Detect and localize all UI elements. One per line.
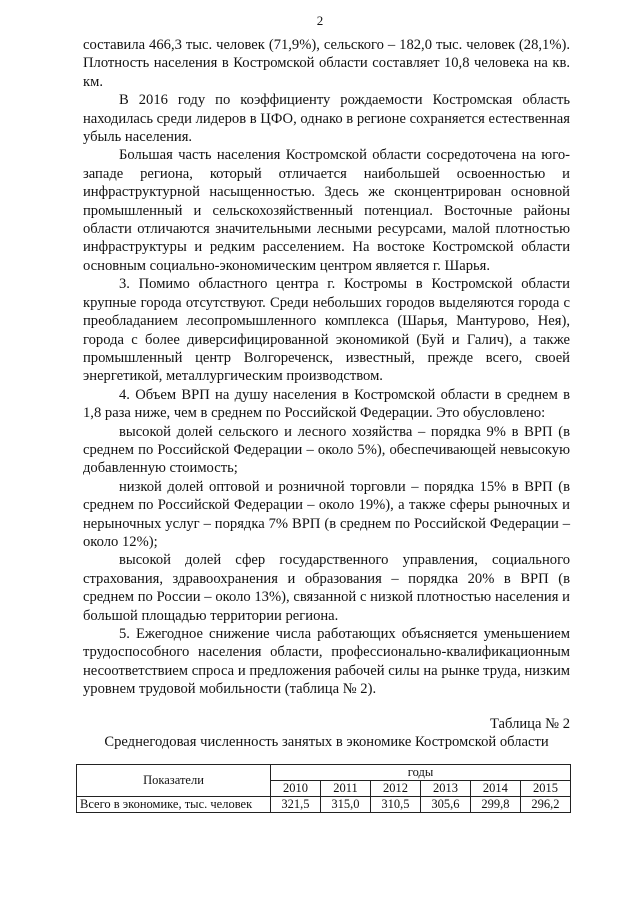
- year-header: 2014: [470, 781, 520, 797]
- paragraph: низкой долей оптовой и розничной торговли – порядка 15% в ВРП (в среднем по Российской Федерации – около 19%), а также сферы рыночных и нерыночных услуг – порядка 7% ВРП (в среднем по Российской Федерации – около 12%);: [83, 478, 570, 550]
- table-cell: 315,0: [320, 797, 370, 813]
- years-header: годы: [271, 765, 571, 781]
- table-row: [77, 797, 571, 813]
- paragraph: высокой долей сельского и лесного хозяйства – порядка 9% в ВРП (в среднем по Российской Федерации – около 5%), обеспечивающей невысокую добавленную стоимость;: [83, 423, 570, 477]
- paragraph: составила 466,3 тыс. человек (71,9%), сельского – 182,0 тыс. человек (28,1%). Плотность населения в Костромской области составляет 10,8 человека на кв. км.: [83, 37, 570, 90]
- table-caption: Таблица № 2: [490, 716, 570, 732]
- row-label: Всего в экономике, тыс. человек: [77, 797, 271, 813]
- year-header: 2012: [370, 781, 420, 797]
- paragraph: В 2016 году по коэффициенту рождаемости Костромская область находилась среди лидеров в ЦФО, однако в регионе сохраняется естественная убыль населения.: [83, 92, 570, 146]
- employment-table: [76, 764, 571, 813]
- table-cell: 305,6: [420, 797, 470, 813]
- year-header: 2013: [420, 781, 470, 797]
- paragraph: 5. Ежегодное снижение числа работающих объясняется уменьшением трудоспособного населения области, профессионально-квалификационным несоответствием спроса и предложения рабочей силы на рынке труда, низким уровнем трудовой мобильности (таблица № 2).: [83, 626, 570, 698]
- indicator-header: Показатели: [77, 765, 271, 797]
- table-cell: 310,5: [370, 797, 420, 813]
- page-number: 2: [316, 13, 324, 28]
- table-title: Среднегодовая численность занятых в экономике Костромской области: [104, 734, 549, 750]
- table-header-row: [77, 765, 571, 781]
- body-text: [83, 36, 570, 699]
- year-header: 2011: [320, 781, 370, 797]
- year-header: 2015: [520, 781, 570, 797]
- year-header: 2010: [271, 781, 321, 797]
- table-cell: 299,8: [470, 797, 520, 813]
- paragraph: Большая часть населения Костромской области сосредоточена на юго-западе региона, который отличается наибольшей освоенностью и инфраструктурной насыщенностью. Здесь же сконцентрирован основной промышленный и сельскохозяйственный потенциал. Восточные районы области отличаются значительными лесными ресурсами, малой плотностью инфраструктуры и редким расселением. На востоке Костромской области основным социально-экономическим центром является г. Шарья.: [83, 147, 570, 274]
- paragraph: 4. Объем ВРП на душу населения в Костромской области в среднем в 1,8 раза ниже, чем в среднем по Российской Федерации. Это обусловлено:: [83, 386, 570, 422]
- paragraph: высокой долей сфер государственного управления, социального страхования, здравоохранения и образования – порядка 20% в ВРП (в среднем по России – около 13%), связанной с низкой плотностью населения и большой площадью территории региона.: [83, 552, 570, 624]
- table-cell: 296,2: [520, 797, 570, 813]
- paragraph: 3. Помимо областного центра г. Костромы в Костромской области крупные города отсутствуют. Среди небольших городов выделяются города с преобладанием лесопромышленного комплекса (Шарья, Мантурово, Нея), города с более диверсифицированной экономикой (Буй и Галич), а также промышленный центр Волгореченск, известный, прежде всего, своей энергетикой, металлургическим производством.: [83, 276, 570, 385]
- table-cell: 321,5: [271, 797, 321, 813]
